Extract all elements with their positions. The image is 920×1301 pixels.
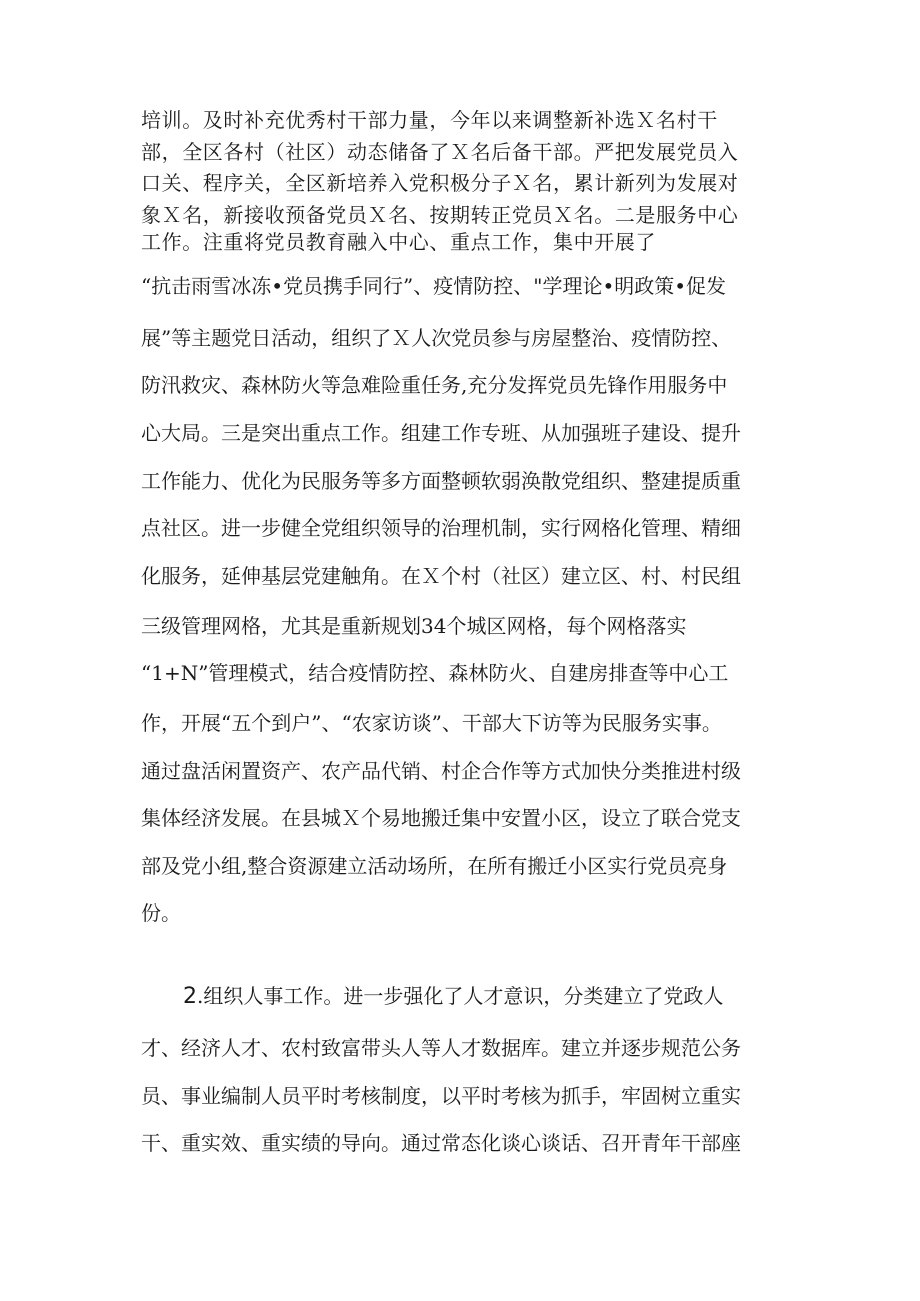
paragraph-1-line-12: 化服务，延伸基层党建触角。在Ｘ个村（社区）建立区、村、村民组: [141, 564, 741, 588]
paragraph-1-line-10: 工作能力、优化为民服务等多方面整顿软弱涣散党组织、整建提质重: [141, 469, 741, 493]
paragraph-2-number: 2: [183, 984, 197, 1009]
paragraph-1-line-16: 通过盘活闲置资产、农产品代销、村企合作等方式加快分类推进村级: [141, 759, 741, 783]
paragraph-1-line-8: 防汛救灾、森林防火等急难险重任务,充分发挥党员先锋作用服务中: [141, 373, 728, 397]
paragraph-1-line-15: 作，开展“五个到户”、“农家访谈”、干部大下访等为民服务实事。: [141, 711, 722, 735]
paragraph-1-line-9: 心大局。三是突出重点工作。组建工作专班、从加强班子建设、提升: [141, 421, 741, 445]
paragraph-1-line-7: 展”等主题党日活动，组织了Ｘ人次党员参与房屋整治、疫情防控、: [141, 326, 732, 350]
paragraph-1-line-11: 点社区。进一步健全党组织领导的治理机制，实行网格化管理、精细: [141, 516, 741, 540]
paragraph-1-line-3: 口关、程序关，全区新培养入党积极分子Ｘ名，累计新列为发展对: [141, 171, 739, 195]
paragraph-1-line-2: 部，全区各村（社区）动态储备了Ｘ名后备干部。严把发展党员入: [141, 140, 739, 164]
paragraph-1-line-19: 份。: [141, 901, 181, 925]
paragraph-2-line-3: 员、事业编制人员平时考核制度，以平时考核为抓手，牢固树立重实: [141, 1084, 741, 1108]
paragraph-1-line-18: 部及党小组,整合资源建立活动场所，在所有搬迁小区实行党员亮身: [141, 854, 728, 878]
paragraph-2-line-1-text: .组织人事工作。进一步强化了人才意识，分类建立了党政人: [197, 984, 724, 1008]
paragraph-1-line-6: “抗击雨雪冰冻•党员携手同行”、疫情防控、"学理论•明政策•促发: [141, 274, 727, 298]
paragraph-1-line-4: 象Ｘ名，新接收预备党员Ｘ名、按期转正党员Ｘ名。二是服务中心: [141, 203, 739, 227]
paragraph-2-line-2: 才、经济人才、农村致富带头人等人才数据库。建立并逐步规范公务: [141, 1036, 741, 1060]
paragraph-2-line-4: 干、重实效、重实绩的导向。通过常态化谈心谈话、召开青年干部座: [141, 1131, 741, 1155]
paragraph-1-line-1: 培训。及时补充优秀村干部力量，今年以来调整新补选Ｘ名村干: [141, 108, 718, 132]
paragraph-1-line-17: 集体经济发展。在县城Ｘ个易地搬迁集中安置小区，设立了联合党支: [141, 806, 741, 830]
paragraph-1-line-5: 工作。注重将党员教育融入中心、重点工作，集中开展了: [141, 230, 656, 254]
paragraph-1-line-13: 三级管理网格，尤其是重新规划34个城区网格，每个网格落实: [141, 614, 687, 638]
paragraph-2-line-1: [183, 984, 723, 1009]
paragraph-1-line-14: “1+N”管理模式，结合疫情防控、森林防火、自建房排查等中心工: [141, 661, 729, 685]
